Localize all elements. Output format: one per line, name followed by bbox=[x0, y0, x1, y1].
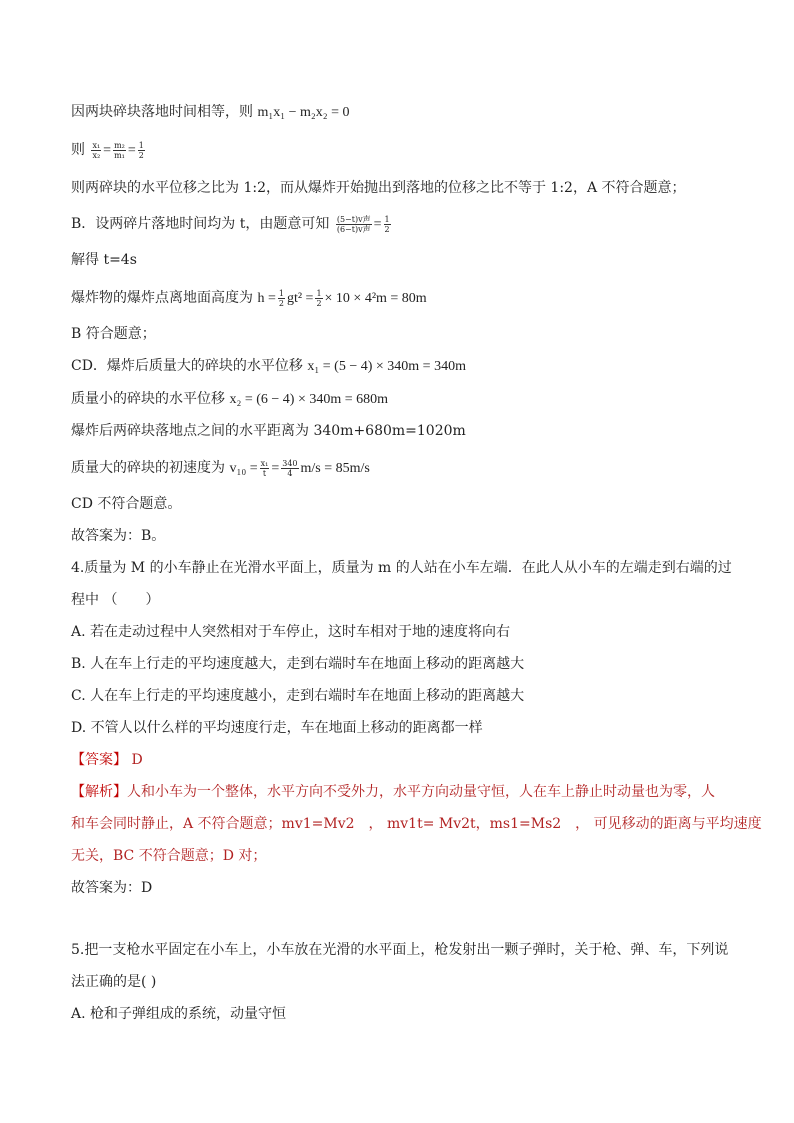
equation-x1: x₁ = (5 − 4) × 340m = 340m bbox=[307, 359, 466, 374]
question-4-analysis-line-1: 【解析】人和小车为一个整体，水平方向不受外力，水平方向动量守恒，人在车上静止时动量也为零，人 bbox=[71, 784, 715, 800]
solution-line-3: 则两碎块的水平位移之比为 1:2，而从爆炸开始抛出到落地的位移之比不等于 1:2，A 不符合题意； bbox=[71, 180, 686, 196]
question-4-option-a: A. 若在走动过程中人突然相对于车停止，这时车相对于地的速度将向右 bbox=[71, 624, 511, 640]
fraction-one-half: $\frac{1}{2}$ bbox=[384, 214, 390, 234]
question-5-option-a: A. 枪和子弹组成的系统，动量守恒 bbox=[71, 1006, 287, 1022]
fraction-x1-t: $\frac{\text{x₁}}{t}$ bbox=[260, 458, 269, 478]
answer-value: D bbox=[131, 752, 143, 768]
solution-line-6: 爆炸物的爆炸点离地面高度为 h = $\frac{1}{2}$ gt² = $\frac{1}{2}$ × 10 × 4²m = 80m bbox=[71, 288, 427, 308]
solution-line-4: B．设两碎片落地时间均为 t，由题意可知 $\frac{\text{(5−t)v声}}{\text{(6−t)v声}}$ = $\frac{1}{2}$ bbox=[71, 214, 390, 234]
fraction-one-half: $\frac{1}{2}$ bbox=[316, 288, 322, 308]
fraction-one-half: $\frac{1}{2}$ bbox=[138, 140, 144, 160]
solution-line-1: 因两块碎块落地时间相等，则 m₁x₁ − m₂x₂ = 0 bbox=[71, 104, 350, 120]
question-4-option-c: C. 人在车上行走的平均速度越小，走到右端时车在地面上移动的距离越大 bbox=[71, 688, 525, 704]
fraction-sound-time: $\frac{\text{(5−t)v声}}{\text{(6−t)v声}}$ bbox=[336, 214, 371, 234]
solution-line-8: CD．爆炸后质量大的碎块的水平位移 x₁ = (5 − 4) × 340m = 340m bbox=[71, 358, 466, 374]
solution-line-2: 则 $\frac{\text{x₁}}{\text{x₂}}$ = $\frac{\text{m₂}}{\text{m₁}}$ = $\frac{1}{2}$ bbox=[71, 140, 144, 160]
solution-conclusion: 故答案为：B。 bbox=[71, 528, 166, 544]
answer-label: 【答案】 bbox=[71, 752, 127, 768]
solution-line-11: 质量大的碎块的初速度为 v₁₀ = $\frac{\text{x₁}}{t}$ = $\frac{340}{4}$ m/s = 85m/s bbox=[71, 458, 370, 478]
question-4-analysis-line-2: 和车会同时静止，A 不符合题意；mv1=Mv2 ， mv1t= Mv2t，ms1=Ms2 ， 可见移动的距离与平均速度 bbox=[71, 816, 762, 832]
question-4-conclusion: 故答案为：D bbox=[71, 880, 153, 896]
question-4-option-b: B. 人在车上行走的平均速度越大，走到右端时车在地面上移动的距离越大 bbox=[71, 656, 525, 672]
fraction-x1-x2: $\frac{\text{x₁}}{\text{x₂}}$ bbox=[92, 140, 101, 160]
solution-line-10: 爆炸后两碎块落地点之间的水平距离为 340m+680m=1020m bbox=[71, 423, 466, 439]
fraction-m2-m1: $\frac{\text{m₂}}{\text{m₁}}$ bbox=[114, 140, 125, 160]
solution-line-5: 解得 t=4s bbox=[71, 252, 137, 268]
analysis-label: 【解析】 bbox=[71, 784, 127, 800]
question-4-stem-line-1: 4.质量为 M 的小车静止在光滑水平面上，质量为 m 的人站在小车左端．在此人从小车的左端走到右端的过 bbox=[71, 560, 732, 576]
question-4-option-d: D. 不管人以什么样的平均速度行走，车在地面上移动的距离都一样 bbox=[71, 720, 483, 736]
question-5-stem-line-1: 5.把一支枪水平固定在小车上，小车放在光滑的水平面上，枪发射出一颗子弹时，关于枪、弹、车，下列说 bbox=[71, 942, 729, 958]
question-4-analysis-line-3: 无关，BC 不符合题意；D 对； bbox=[71, 848, 267, 864]
question-5-stem-line-2: 法正确的是( ) bbox=[71, 974, 157, 990]
question-4-stem-line-2: 程中 （ ） bbox=[71, 592, 160, 608]
solution-line-12: CD 不符合题意。 bbox=[71, 496, 182, 512]
fraction-one-half: $\frac{1}{2}$ bbox=[278, 288, 284, 308]
solution-line-9: 质量小的碎块的水平位移 x₂ = (6 − 4) × 340m = 680m bbox=[71, 391, 389, 407]
equation-x2: x₂ = (6 − 4) × 340m = 680m bbox=[229, 392, 389, 407]
solution-line-7: B 符合题意； bbox=[71, 326, 156, 342]
question-4-answer bbox=[71, 750, 734, 770]
equation-momentum: m₁x₁ − m₂x₂ = 0 bbox=[257, 105, 350, 120]
fraction-340-4: $\frac{340}{4}$ bbox=[282, 458, 298, 478]
